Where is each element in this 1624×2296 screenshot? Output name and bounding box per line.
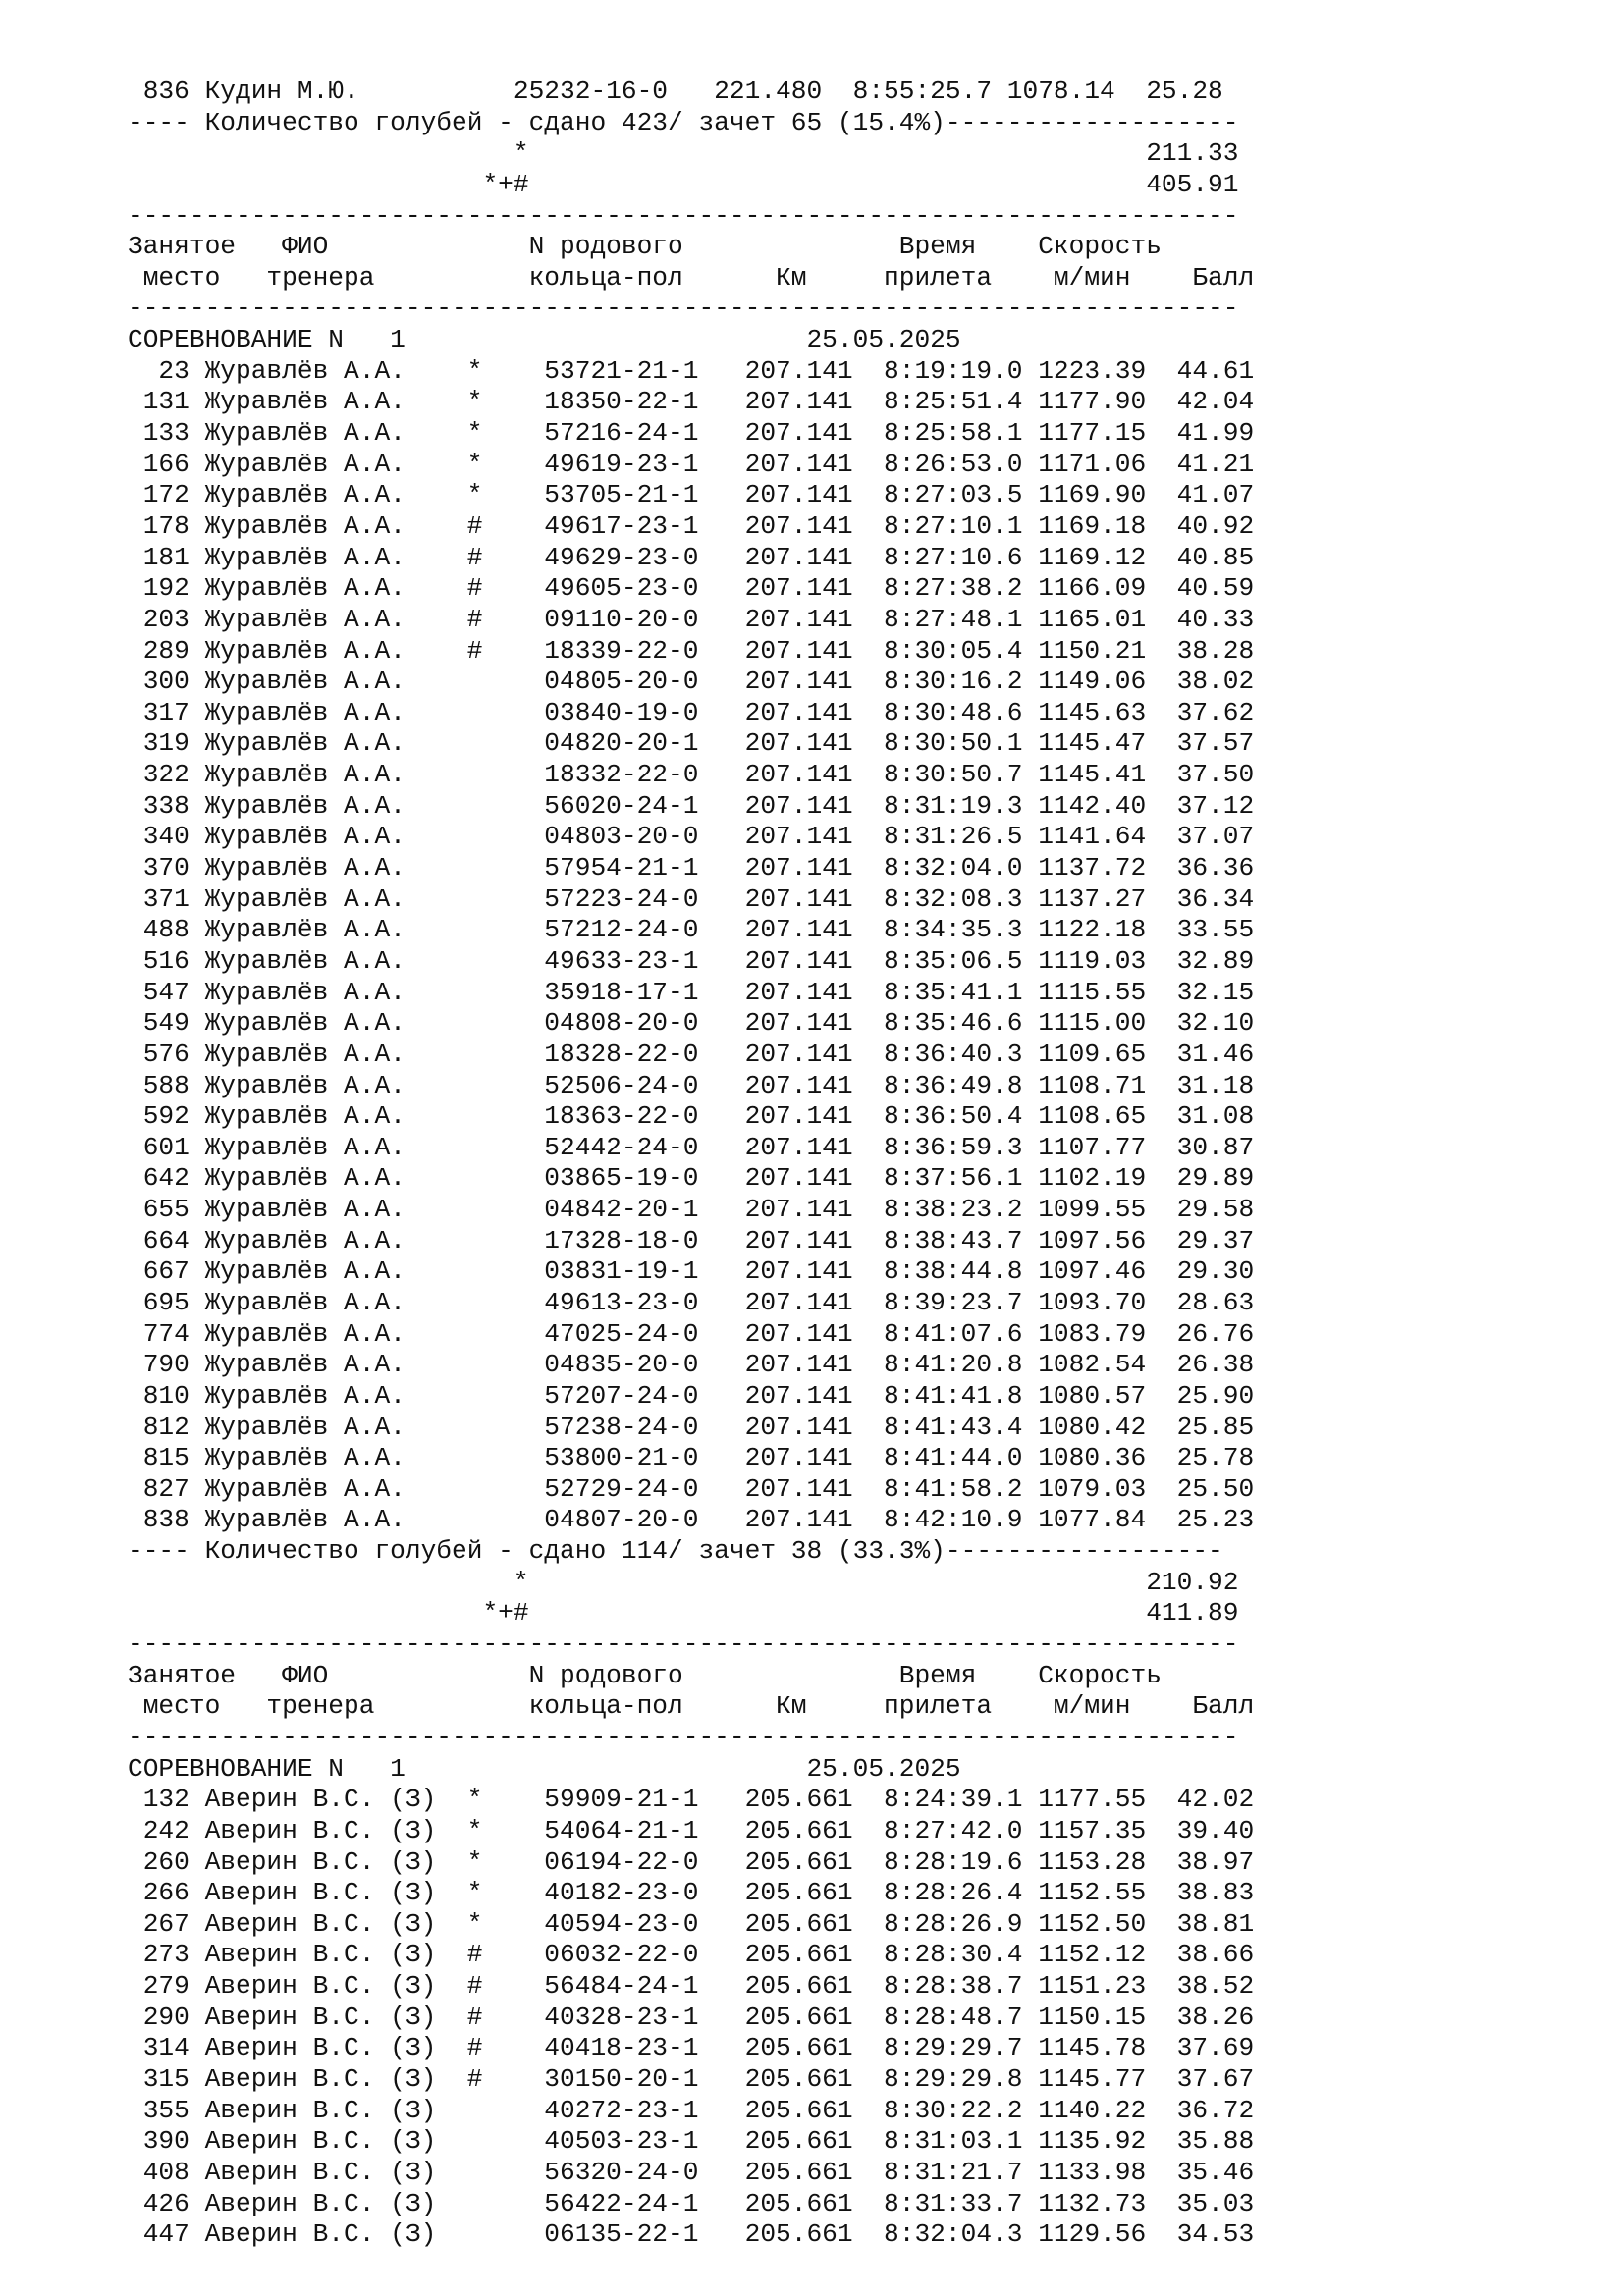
result-row: 192 Журавлёв А.А. # 49605-23-0 207.141 8:27:38.2 1166.09 40.59 [128, 573, 1255, 604]
result-row: 601 Журавлёв А.А. 52442-24-0 207.141 8:36:59.3 1107.77 30.87 [128, 1132, 1255, 1162]
subtotal-line: *+# 405.91 [128, 169, 1239, 199]
result-row: 340 Журавлёв А.А. 04803-20-0 207.141 8:31:26.5 1141.64 37.07 [128, 822, 1255, 852]
result-row: 447 Аверин В.С. (З) 06135-22-1 205.661 8:32:04.3 1129.56 34.53 [128, 2219, 1255, 2250]
result-row: 132 Аверин В.С. (З) * 59909-21-1 205.661 8:24:39.1 1177.55 42.02 [128, 1785, 1255, 1815]
result-row: 355 Аверин В.С. (З) 40272-23-1 205.661 8:30:22.2 1140.22 36.72 [128, 2095, 1255, 2125]
result-row: 267 Аверин В.С. (З) * 40594-23-0 205.661 8:28:26.9 1152.50 38.81 [128, 1908, 1255, 1939]
result-row: 290 Аверин В.С. (З) # 40328-23-1 205.661 8:28:48.7 1150.15 38.26 [128, 2002, 1255, 2032]
result-row: 695 Журавлёв А.А. 49613-23-0 207.141 8:39:23.7 1093.70 28.63 [128, 1287, 1255, 1317]
result-row: 516 Журавлёв А.А. 49633-23-1 207.141 8:35:06.5 1119.03 32.89 [128, 945, 1255, 976]
column-header: место тренера кольца-пол Км прилета м/мин Балл [128, 1691, 1255, 1722]
subtotal-line: * 211.33 [128, 138, 1239, 169]
subtotal-line: *+# 411.89 [128, 1598, 1239, 1629]
result-row: 338 Журавлёв А.А. 56020-24-1 207.141 8:31:19.3 1142.40 37.12 [128, 790, 1255, 821]
competition-header: СОРЕВНОВАНИЕ N 1 25.05.2025 [128, 1753, 961, 1784]
result-row: 790 Журавлёв А.А. 04835-20-0 207.141 8:41:20.8 1082.54 26.38 [128, 1350, 1255, 1380]
result-row: 371 Журавлёв А.А. 57223-24-0 207.141 8:32:08.3 1137.27 36.34 [128, 883, 1255, 914]
result-row: 664 Журавлёв А.А. 17328-18-0 207.141 8:38:43.7 1097.56 29.37 [128, 1225, 1255, 1255]
result-row: 549 Журавлёв А.А. 04808-20-0 207.141 8:35:46.6 1115.00 32.10 [128, 1008, 1255, 1039]
result-row: 315 Аверин В.С. (З) # 30150-20-1 205.661 8:29:29.8 1145.77 37.67 [128, 2064, 1255, 2094]
result-row: 178 Журавлёв А.А. # 49617-23-1 207.141 8:27:10.1 1169.18 40.92 [128, 510, 1255, 541]
result-row: 181 Журавлёв А.А. # 49629-23-0 207.141 8:27:10.6 1169.12 40.85 [128, 542, 1255, 572]
result-row: 547 Журавлёв А.А. 35918-17-1 207.141 8:35:41.1 1115.55 32.15 [128, 977, 1255, 1007]
result-row: 774 Журавлёв А.А. 47025-24-0 207.141 8:41:07.6 1083.79 26.76 [128, 1318, 1255, 1349]
competition-header: СОРЕВНОВАНИЕ N 1 25.05.2025 [128, 325, 961, 355]
result-row: 289 Журавлёв А.А. # 18339-22-0 207.141 8:30:05.4 1150.21 38.28 [128, 635, 1255, 666]
column-header: место тренера кольца-пол Км прилета м/мин Балл [128, 262, 1255, 293]
result-row: 370 Журавлёв А.А. 57954-21-1 207.141 8:32:04.0 1137.72 36.36 [128, 853, 1255, 883]
result-row: 667 Журавлёв А.А. 03831-19-1 207.141 8:38:44.8 1097.46 29.30 [128, 1256, 1255, 1287]
separator-line: ------------------------------------------------------------------------ [128, 294, 1239, 324]
result-row: 319 Журавлёв А.А. 04820-20-1 207.141 8:30:50.1 1145.47 37.57 [128, 728, 1255, 759]
result-row: 390 Аверин В.С. (З) 40503-23-1 205.661 8:31:03.1 1135.92 35.88 [128, 2126, 1255, 2157]
result-row: 810 Журавлёв А.А. 57207-24-0 207.141 8:41:41.8 1080.57 25.90 [128, 1380, 1255, 1411]
result-row: 172 Журавлёв А.А. * 53705-21-1 207.141 8:27:03.5 1169.90 41.07 [128, 480, 1255, 510]
results-document [128, 77, 1600, 2251]
result-row: 131 Журавлёв А.А. * 18350-22-1 207.141 8:25:51.4 1177.90 42.04 [128, 387, 1255, 417]
result-row: 23 Журавлёв А.А. * 53721-21-1 207.141 8:19:19.0 1223.39 44.61 [128, 355, 1255, 386]
separator-line: ------------------------------------------------------------------------ [128, 1629, 1239, 1660]
result-row: 588 Журавлёв А.А. 52506-24-0 207.141 8:36:49.8 1108.71 31.18 [128, 1070, 1255, 1100]
summary-line: ---- Количество голубей - сдано 114/ зачет 38 (33.3%)------------------ [128, 1536, 1223, 1567]
result-row: 203 Журавлёв А.А. # 09110-20-0 207.141 8:27:48.1 1165.01 40.33 [128, 604, 1255, 634]
result-row: 260 Аверин В.С. (З) * 06194-22-0 205.661 8:28:19.6 1153.28 38.97 [128, 1846, 1255, 1877]
result-row: 314 Аверин В.С. (З) # 40418-23-1 205.661 8:29:29.7 1145.78 37.69 [128, 2033, 1255, 2063]
result-row: 642 Журавлёв А.А. 03865-19-0 207.141 8:37:56.1 1102.19 29.89 [128, 1163, 1255, 1194]
result-row: 812 Журавлёв А.А. 57238-24-0 207.141 8:41:43.4 1080.42 25.85 [128, 1412, 1255, 1442]
result-row: 266 Аверин В.С. (З) * 40182-23-0 205.661 8:28:26.4 1152.55 38.83 [128, 1878, 1255, 1908]
result-row: 838 Журавлёв А.А. 04807-20-0 207.141 8:42:10.9 1077.84 25.23 [128, 1505, 1255, 1535]
separator-line: ------------------------------------------------------------------------ [128, 1722, 1239, 1752]
result-row: 242 Аверин В.С. (З) * 54064-21-1 205.661 8:27:42.0 1157.35 39.40 [128, 1815, 1255, 1845]
result-row: 300 Журавлёв А.А. 04805-20-0 207.141 8:30:16.2 1149.06 38.02 [128, 667, 1255, 697]
result-row: 576 Журавлёв А.А. 18328-22-0 207.141 8:36:40.3 1109.65 31.46 [128, 1039, 1255, 1069]
column-header: Занятое ФИО N родового Время Скорость [128, 232, 1162, 262]
result-row: 322 Журавлёв А.А. 18332-22-0 207.141 8:30:50.7 1145.41 37.50 [128, 760, 1255, 790]
result-row: 488 Журавлёв А.А. 57212-24-0 207.141 8:34:35.3 1122.18 33.55 [128, 915, 1255, 945]
result-row: 317 Журавлёв А.А. 03840-19-0 207.141 8:30:48.6 1145.63 37.62 [128, 697, 1255, 727]
column-header: Занятое ФИО N родового Время Скорость [128, 1660, 1162, 1690]
result-row: 655 Журавлёв А.А. 04842-20-1 207.141 8:38:23.2 1099.55 29.58 [128, 1195, 1255, 1225]
result-row: 133 Журавлёв А.А. * 57216-24-1 207.141 8:25:58.1 1177.15 41.99 [128, 418, 1255, 449]
result-row: 426 Аверин В.С. (З) 56422-24-1 205.661 8:31:33.7 1132.73 35.03 [128, 2188, 1255, 2218]
result-row: 273 Аверин В.С. (З) # 06032-22-0 205.661 8:28:30.4 1152.12 38.66 [128, 1940, 1255, 1970]
result-row: 592 Журавлёв А.А. 18363-22-0 207.141 8:36:50.4 1108.65 31.08 [128, 1101, 1255, 1132]
summary-line: ---- Количество голубей - сдано 423/ зачет 65 (15.4%)------------------- [128, 107, 1239, 137]
separator-line: ------------------------------------------------------------------------ [128, 200, 1239, 231]
result-row: 815 Журавлёв А.А. 53800-21-0 207.141 8:41:44.0 1080.36 25.78 [128, 1443, 1255, 1473]
result-row: 279 Аверин В.С. (З) # 56484-24-1 205.661 8:28:38.7 1151.23 38.52 [128, 1971, 1255, 2002]
result-row: 827 Журавлёв А.А. 52729-24-0 207.141 8:41:58.2 1079.03 25.50 [128, 1473, 1255, 1504]
subtotal-line: * 210.92 [128, 1567, 1239, 1597]
result-row: 408 Аверин В.С. (З) 56320-24-0 205.661 8:31:21.7 1133.98 35.46 [128, 2157, 1255, 2187]
result-row: 166 Журавлёв А.А. * 49619-23-1 207.141 8:26:53.0 1171.06 41.21 [128, 449, 1255, 479]
result-row: 836 Кудин М.Ю. 25232-16-0 221.480 8:55:25.7 1078.14 25.28 [128, 77, 1223, 106]
